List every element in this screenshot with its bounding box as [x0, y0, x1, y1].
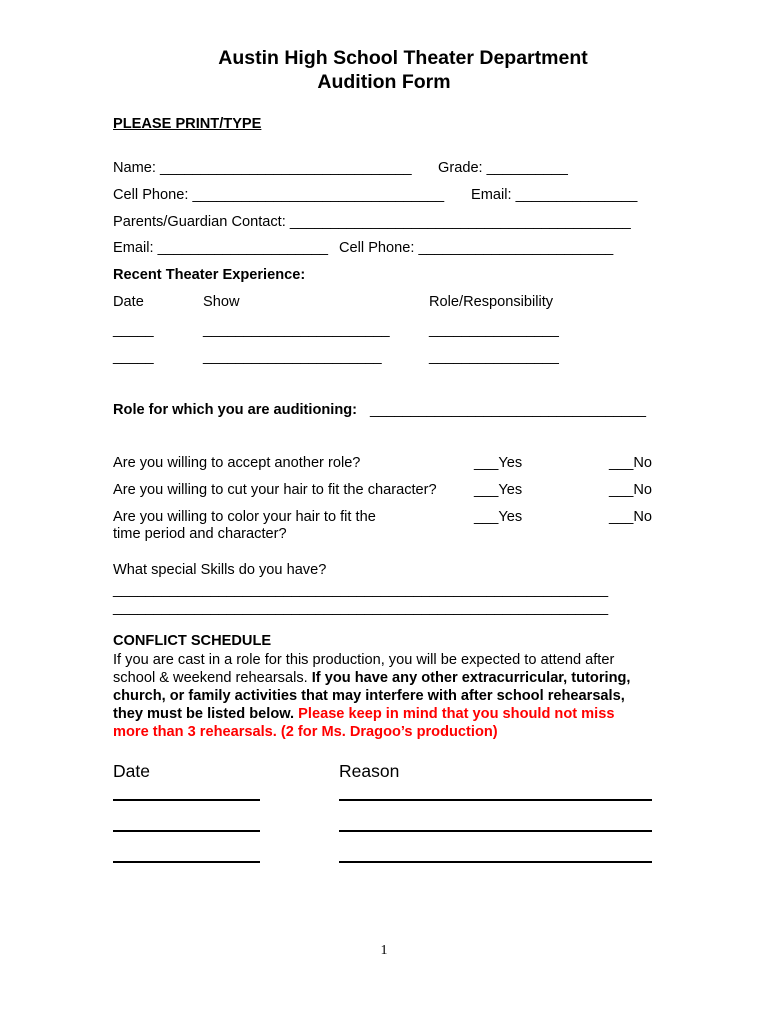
form-subtitle: Audition Form: [317, 71, 451, 93]
audition-role-label: Role for which you are auditioning:: [113, 402, 362, 418]
answer-no[interactable]: ___No: [609, 509, 653, 525]
experience-col-date: Date: [113, 294, 144, 310]
audition-role-field[interactable]: __________________________________: [370, 402, 646, 418]
parent-contact-field[interactable]: Parents/Guardian Contact: __________________________________________: [113, 214, 631, 230]
print-instructions: PLEASE PRINT/TYPE: [113, 116, 262, 132]
answer-no[interactable]: ___No: [609, 455, 653, 471]
email-field[interactable]: Email: _______________: [471, 187, 638, 203]
experience-row-date[interactable]: _____: [113, 322, 154, 338]
question-text: Are you willing to cut your hair to fit the character?: [113, 482, 437, 498]
answer-yes[interactable]: ___Yes: [474, 455, 523, 471]
conflict-date-line[interactable]: [113, 799, 260, 801]
question-text: Are you willing to color your hair to fit the time period and character?: [113, 509, 376, 542]
experience-heading: Recent Theater Experience:: [113, 267, 306, 283]
conflict-reason-line[interactable]: [339, 799, 652, 801]
answer-no[interactable]: ___No: [609, 482, 653, 498]
question-text: Are you willing to accept another role?: [113, 455, 361, 471]
conflict-text-warning: Please keep in mind that you should not miss more than 3 rehearsals. (2 for Ms. Dragoo’s production): [113, 706, 615, 740]
conflict-date-line[interactable]: [113, 861, 260, 863]
experience-row-show[interactable]: ______________________: [203, 349, 382, 365]
conflict-text-bold: If you have any other extracurricular, tutoring, church, or family activities that may interfere with after school rehearsals, they must be listed below.: [113, 670, 631, 722]
experience-row-role[interactable]: ________________: [429, 322, 559, 338]
grade-field[interactable]: Grade: __________: [438, 160, 568, 176]
conflict-heading: CONFLICT SCHEDULE: [113, 633, 272, 649]
skills-line[interactable]: _____________________________________________________________: [113, 582, 609, 598]
conflict-reason-line[interactable]: [339, 861, 652, 863]
answer-yes[interactable]: ___Yes: [474, 509, 523, 525]
conflict-paragraph: [113, 651, 653, 741]
name-field[interactable]: Name: _______________________________: [113, 160, 412, 176]
experience-row-date[interactable]: _____: [113, 349, 154, 365]
conflict-text: If you are cast in a role for this production, you will be expected to attend after school & weekend rehearsals.: [113, 652, 615, 686]
parent-email-field[interactable]: Email: _____________________: [113, 240, 329, 256]
conflict-col-reason: Reason: [339, 761, 400, 781]
skills-line[interactable]: _____________________________________________________________: [113, 600, 609, 616]
experience-row-show[interactable]: _______________________: [203, 322, 390, 338]
cell-phone-field[interactable]: Cell Phone: _______________________________: [113, 187, 445, 203]
experience-col-show: Show: [203, 294, 240, 310]
conflict-reason-line[interactable]: [339, 830, 652, 832]
skills-question: What special Skills do you have?: [113, 562, 327, 578]
form-title: Austin High School Theater Department: [218, 47, 588, 69]
experience-col-role: Role/Responsibility: [429, 294, 554, 310]
answer-yes[interactable]: ___Yes: [474, 482, 523, 498]
conflict-col-date: Date: [113, 761, 150, 781]
experience-row-role[interactable]: ________________: [429, 349, 559, 365]
conflict-date-line[interactable]: [113, 830, 260, 832]
parent-cell-field[interactable]: Cell Phone: ________________________: [339, 240, 614, 256]
page-number: 1: [380, 943, 388, 958]
